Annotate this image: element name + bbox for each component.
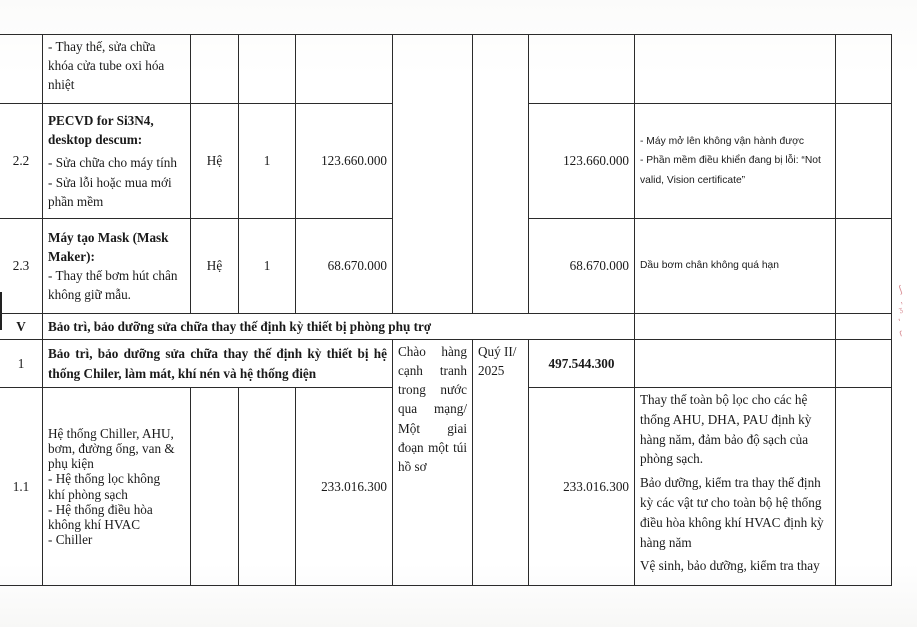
stt-cell: 1 <box>0 340 43 388</box>
item-desc-line: - Hệ thống điều hòa <box>48 501 153 517</box>
stt-cell <box>0 35 43 104</box>
item-title-line: Maker): <box>48 248 95 264</box>
item-desc-line: khóa cửa tube oxi hóa <box>48 58 165 74</box>
item-desc-line: không khí HVAC <box>48 516 141 532</box>
note-line: - Phần mềm điều khiển đang bị lỗi: “Not <box>640 155 821 167</box>
note-cell <box>635 35 836 104</box>
extra-cell <box>836 314 892 340</box>
note-paragraph: Vệ sinh, bảo dưỡng, kiểm tra thay <box>640 558 820 574</box>
item-desc-line: - Sửa chữa cho máy tính <box>48 155 177 171</box>
qty-cell <box>239 388 296 586</box>
item-title-line: Máy tạo Mask (Mask <box>48 229 169 245</box>
amount-cell <box>529 35 635 104</box>
group-title: Bảo trì, bảo dưỡng sửa chữa thay thế định kỳ thiết bị hệ thống Chiler, làm mát, khí nén và hệ thống điện <box>43 340 393 388</box>
note-cell <box>635 314 836 340</box>
procurement-table <box>0 34 892 586</box>
item-desc-line: - Thay thế, sửa chữa <box>48 39 156 54</box>
item-desc-line: - Sửa lỗi hoặc mua mới <box>48 174 172 190</box>
note-cell <box>635 104 836 219</box>
note-cell: Dầu bơm chân không quá hạn <box>635 219 836 314</box>
item-title-line: PECVD for Si3N4, <box>48 113 154 129</box>
extra-cell <box>836 340 892 388</box>
amount-cell: 68.670.000 <box>529 219 635 314</box>
item-desc-line: bơm, đường ống, van & <box>48 440 175 456</box>
item-desc-line: khí phòng sạch <box>48 486 128 502</box>
section-title: Bảo trì, bảo dưỡng sửa chữa thay thế định kỳ thiết bị phòng phụ trợ <box>43 314 635 340</box>
unit-cell <box>191 388 239 586</box>
item-desc-line: phần mềm <box>48 193 104 209</box>
period-line: Quý II/ <box>478 344 517 359</box>
item-desc-line: Hệ thống Chiller, AHU, <box>48 425 174 441</box>
note-line: - Máy mở lên không vận hành được <box>640 135 805 147</box>
extra-cell <box>836 388 892 586</box>
method-cell <box>393 35 473 314</box>
note-cell <box>635 388 836 586</box>
period-cell <box>473 340 529 586</box>
extra-cell <box>836 219 892 314</box>
item-title-line: desktop descum: <box>48 132 143 148</box>
table-row <box>0 340 892 388</box>
price-cell <box>296 35 393 104</box>
unit-cell <box>191 35 239 104</box>
period-cell <box>473 35 529 314</box>
qty-cell: 1 <box>239 219 296 314</box>
qty-cell: 1 <box>239 104 296 219</box>
extra-cell <box>836 35 892 104</box>
extra-cell <box>836 104 892 219</box>
stt-cell: 2.3 <box>0 219 43 314</box>
stt-cell: 1.1 <box>0 388 43 586</box>
unit-cell: Hệ <box>191 219 239 314</box>
item-desc-line: - Chiller <box>48 532 93 548</box>
note-paragraph: Thay thế toàn bộ lọc cho các hệ thống AHU, DHA, PAU định kỳ hàng năm, đảm bảo độ sạch của phòng sạch. <box>640 392 812 467</box>
amount-cell: 123.660.000 <box>529 104 635 219</box>
item-desc-cell <box>43 35 191 104</box>
item-desc-line: nhiệt <box>48 77 75 93</box>
item-desc-line: - Thay thế bơm hút chân <box>48 268 178 283</box>
table-row <box>0 35 892 104</box>
stt-cell: V <box>0 314 43 340</box>
item-desc-cell <box>43 388 191 586</box>
period-line: 2025 <box>478 363 505 379</box>
stt-cell: 2.2 <box>0 104 43 219</box>
note-paragraph: Bảo dưỡng, kiểm tra thay thế định kỳ các vật tư cho toàn bộ hệ thống điều hòa không khí HVAC định kỳ hàng năm <box>640 475 824 550</box>
amount-cell: 233.016.300 <box>529 388 635 586</box>
item-desc-cell <box>43 104 191 219</box>
note-line: valid, Vision certificate” <box>640 174 746 186</box>
item-desc-line: không giữ mẫu. <box>48 287 131 303</box>
item-desc-line: - Hệ thống lọc không <box>48 471 161 487</box>
item-desc-cell <box>43 219 191 314</box>
item-desc-line: phụ kiện <box>48 456 94 472</box>
section-row <box>0 314 892 340</box>
qty-cell <box>239 35 296 104</box>
amount-cell: 497.544.300 <box>529 340 635 388</box>
unit-cell: Hệ <box>191 104 239 219</box>
method-cell: Chào hàng cạnh tranh trong nước qua mạng/ Một giai đoạn một túi hồ sơ <box>393 340 473 586</box>
note-cell <box>635 340 836 388</box>
stamp-mark: ʃ , ᶾ ' ɾ <box>897 284 905 340</box>
price-cell: 233.016.300 <box>296 388 393 586</box>
price-cell: 123.660.000 <box>296 104 393 219</box>
price-cell: 68.670.000 <box>296 219 393 314</box>
